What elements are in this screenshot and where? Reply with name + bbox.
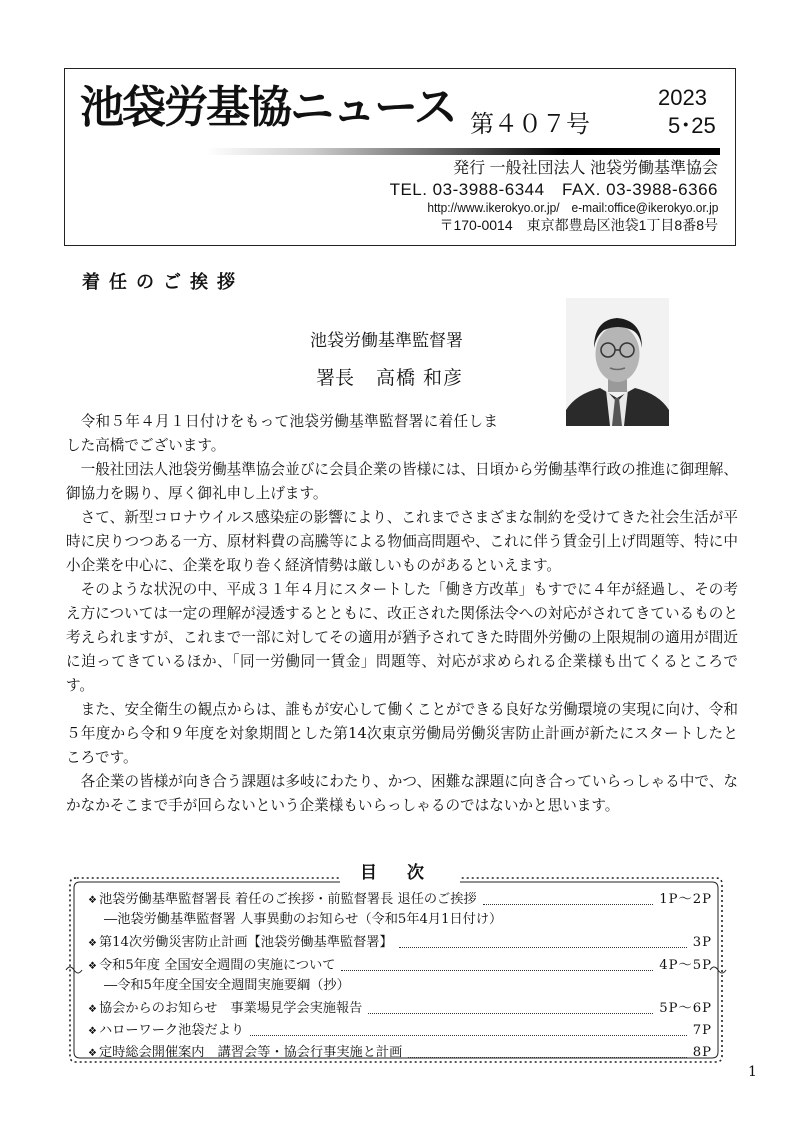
web-email-line[interactable]: http://www.ikerokyo.or.jp/ e-mail:office@ikerokyo.or.jp [426, 200, 718, 215]
toc-item[interactable] [88, 1021, 712, 1041]
toc-leader-dots [368, 1013, 653, 1014]
masthead-gradient-bar [206, 148, 720, 155]
section-title: 着任のご挨拶 [82, 272, 244, 293]
toc-leader-dots [408, 1057, 686, 1058]
greeting-paragraph-1: 令和５年４月１日付けをもって池袋労働基準監督署に着任しました高橋でございます。 [66, 413, 498, 454]
toc-subitem: ―池袋労働基準監督署 人事異動のお知らせ（令和5年4月1日付け） [104, 912, 503, 927]
diamond-bullet-icon: ❖ [88, 1003, 97, 1015]
toc-item[interactable] [88, 999, 712, 1019]
toc-item-page: 5P～6P [659, 1001, 712, 1016]
diamond-bullet-icon: ❖ [88, 1047, 97, 1059]
toc-item-label: 協会からのお知らせ 事業場見学会実施報告 [98, 1000, 363, 1016]
toc-item-page: 8P [692, 1045, 712, 1060]
toc-leader-dots [250, 1035, 687, 1036]
toc-item-page: 3P [692, 935, 712, 950]
diamond-bullet-icon: ❖ [88, 960, 97, 972]
newsletter-title: 池袋労基協ニュース [80, 82, 456, 133]
author-office: 池袋労働基準監督署 [310, 331, 463, 351]
toc-title: 目次 [340, 860, 460, 886]
diamond-bullet-icon: ❖ [88, 894, 97, 906]
toc-item-label: 定時総会開催案内 講習会等・協会行事実施と計画 [98, 1044, 403, 1060]
toc-item-label: 令和5年度 全国安全週間の実施について [98, 957, 336, 973]
toc-item-page: 1P～2P [659, 892, 712, 907]
author-name: 高橋 和彦 [376, 367, 464, 389]
greeting-paragraph-4: そのような状況の中、平成３１年４月にスタートした「働き方改革」もすでに４年が経過し、その考え方については一定の理解が浸透するとともに、改正された関係法令への対応がされてきているものと考えられますが、これまで一部に対してその適用が猶予されてきた時間外労働の上限規制の適用が間近に迫ってきているほか、「同一労働同一賃金」問題等、対応が求められる企業様も出てくるところです。 [66, 581, 738, 694]
contact-line: TEL. 03-3988-6344 FAX. 03-3988-6366 [389, 180, 718, 199]
author-position: 署長 [316, 367, 355, 389]
publisher-line: 発行 一般社団法人 池袋労働基準協会 [453, 160, 718, 177]
toc-item[interactable] [88, 956, 712, 976]
greeting-paragraph-6: 各企業の皆様が向き合う課題は多岐にわたり、かつ、困難な課題に向き合っていらっしゃる中で、なかなかそこまで手が回らないという企業様もいらっしゃるのではないかと思います。 [66, 773, 738, 814]
toc-item-label: 第14次労働災害防止計画【池袋労働基準監督署】 [98, 934, 393, 950]
diamond-bullet-icon: ❖ [88, 1025, 97, 1037]
toc-item[interactable] [88, 890, 712, 910]
address-line: 〒170-0014 東京都豊島区池袋1丁目8番8号 [439, 217, 718, 233]
diamond-bullet-icon: ❖ [88, 937, 97, 949]
toc-item[interactable] [88, 933, 712, 953]
greeting-body [66, 458, 738, 818]
toc-item-label: ハローワーク池袋だより [98, 1022, 245, 1038]
author-portrait [566, 298, 669, 426]
toc-leader-dots [399, 947, 687, 948]
greeting-paragraph-2: 一般社団法人池袋労働基準協会並びに会員企業の皆様には、日頃から労働基準行政の推進に御理解、御協力を賜り、厚く御礼申し上げます。 [66, 461, 738, 502]
issue-number: 第４０７号 [470, 110, 590, 138]
toc-leader-dots [341, 970, 653, 971]
toc-item[interactable] [88, 1043, 712, 1063]
toc-item-label: 池袋労働基準監督署長 着任のご挨拶・前監督署長 退任のご挨拶 [98, 891, 477, 907]
portrait-photo [566, 298, 669, 426]
issue-year: 2023 [658, 85, 707, 110]
toc-subitem: ―令和5年度全国安全週間実施要綱（抄） [104, 978, 350, 993]
issue-date: 5･25 [668, 113, 716, 138]
page-number: 1 [748, 1064, 757, 1080]
toc-item-page: 4P～5P [659, 958, 712, 973]
greeting-paragraph-3: さて、新型コロナウイルス感染症の影響により、これまでさまざまな制約を受けてきた社会生活が平時に戻りつつある一方、原材料費の高騰等による物価高問題や、これに伴う賃金引上げ問題等、特に中小企業を中心に、企業を取り巻く経済情勢は厳しいものがあるといえます。 [66, 509, 738, 574]
toc-item-page: 7P [692, 1023, 712, 1038]
greeting-paragraph-5: また、安全衛生の観点からは、誰もが安心して働くことができる良好な労働環境の実現に向け、令和５年度から令和９年度を対象期間とした第14次東京労働局労働災害防止計画が新たにスタートしたところです。 [66, 701, 738, 766]
toc-leader-dots [483, 904, 654, 905]
